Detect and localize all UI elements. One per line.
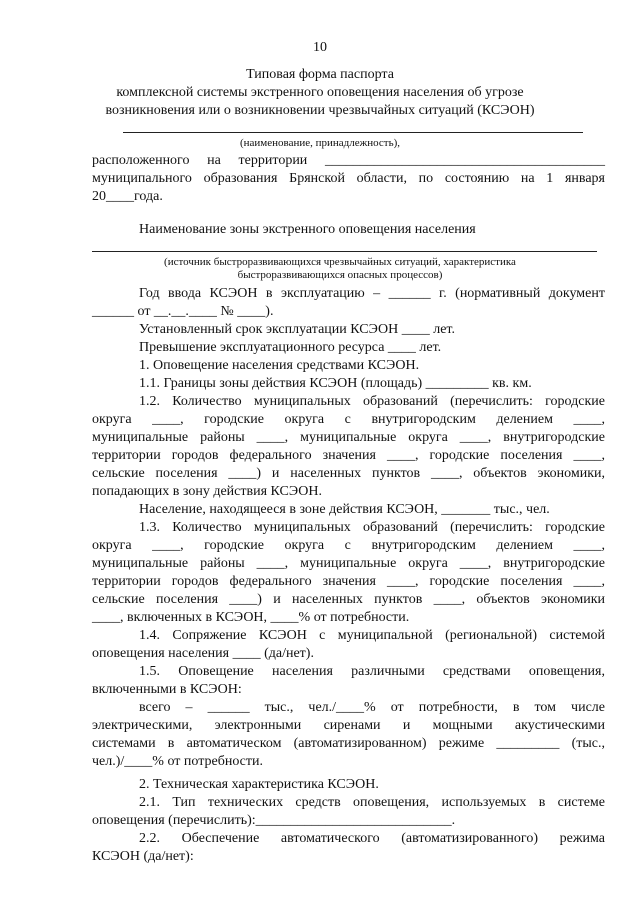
zone-heading: Наименование зоны экстренного оповещения населения <box>139 222 476 237</box>
section1-3-line-6: ____, включенных в КСЭОН, ____% от потребности. <box>92 610 410 625</box>
page-number: 10 <box>313 40 327 55</box>
section1-3-line-4: территории городов федерального значения ____, городские поселения ____, <box>92 574 605 589</box>
section2-heading: 2. Техническая характеристика КСЭОН. <box>139 777 379 792</box>
section1-3-line-1: 1.3. Количество муниципальных образований (перечислить: городские <box>139 520 605 535</box>
section1-heading: 1. Оповещение населения средствами КСЭОН. <box>139 358 420 373</box>
total-line-4: чел.)/____% от потребности. <box>92 754 263 769</box>
located-line-2: муниципального образования Брянской области, по состоянию на 1 января <box>92 171 605 186</box>
section2-2-line-2: КСЭОН (да/нет): <box>92 849 194 864</box>
located-line-1: расположенного на территории ________________________________________ <box>92 153 605 168</box>
section1-5-line-1: 1.5. Оповещение населения различными средствами оповещения, <box>139 664 605 679</box>
section1-2-line-2: округа ____, городские округа с внутригородским делением ____, <box>92 412 605 427</box>
commission-line-4: Превышение эксплуатационного ресурса ____ лет. <box>139 340 442 355</box>
total-line-3: системами в автоматическом (автоматизированном) режиме _________ (тыс., <box>92 736 605 751</box>
section1-4-line-1: 1.4. Сопряжение КСЭОН с муниципальной (региональной) системой <box>139 628 605 643</box>
section1-2-line-1: 1.2. Количество муниципальных образований (перечислить: городские <box>139 394 605 409</box>
zone-caption-line-1: (источник быстроразвивающихся чрезвычайных ситуаций, характеристика <box>164 256 516 268</box>
total-line-1: всего – ______ тыс., чел./____% от потребности, в том числе <box>139 700 605 715</box>
population-line: Население, находящееся в зоне действия КСЭОН, _______ тыс., чел. <box>139 502 550 517</box>
section1-5-line-2: включенными в КСЭОН: <box>92 682 242 697</box>
section1-2-line-4: территории городов федерального значения ____, городские поселения ____, <box>92 448 605 463</box>
section2-1-line-2: оповещения (перечислить):____________________________. <box>92 813 456 828</box>
section2-2-line-1: 2.2. Обеспечение автоматического (автоматизированного) режима <box>139 831 605 846</box>
located-line-3: 20____года. <box>92 189 163 204</box>
commission-line-2: ______ от __.__.____ № ____). <box>92 304 274 319</box>
title-line-1: Типовая форма паспорта <box>246 67 394 82</box>
section1-1: 1.1. Границы зоны действия КСЭОН (площадь) _________ кв. км. <box>139 376 532 391</box>
commission-line-1: Год ввода КСЭОН в эксплуатацию – ______ г. (нормативный документ <box>139 286 605 301</box>
section1-2-line-3: муниципальные районы ____, муниципальные округа ____, внутригородские <box>92 430 605 445</box>
section2-1-line-1: 2.1. Тип технических средств оповещения, используемых в системе <box>139 795 605 810</box>
section1-3-line-2: округа ____, городские округа с внутригородским делением ____, <box>92 538 605 553</box>
commission-line-3: Установленный срок эксплуатации КСЭОН ____ лет. <box>139 322 455 337</box>
name-rule <box>123 132 583 133</box>
total-line-2: электрическими, электронными сиренами и мощными акустическими <box>92 718 605 733</box>
section1-2-line-6: попадающих в зону действия КСЭОН. <box>92 484 322 499</box>
title-line-2: комплексной системы экстренного оповещения населения об угрозе <box>116 85 524 100</box>
zone-rule <box>92 251 597 252</box>
section1-3-line-3: муниципальные районы ____, муниципальные округа ____, внутригородские <box>92 556 605 571</box>
section1-3-line-5: сельские поселения ____) и населенных пунктов ____, объектов экономики <box>92 592 605 607</box>
section1-2-line-5: сельские поселения ____) и населенных пунктов ____, объектов экономики, <box>92 466 605 481</box>
title-line-3: возникновения или о возникновении чрезвычайных ситуаций (КСЭОН) <box>105 103 535 118</box>
zone-caption-line-2: быстроразвивающихся опасных процессов) <box>237 269 443 281</box>
name-caption: (наименование, принадлежность), <box>239 137 401 149</box>
section1-4-line-2: оповещения населения ____ (да/нет). <box>92 646 314 661</box>
